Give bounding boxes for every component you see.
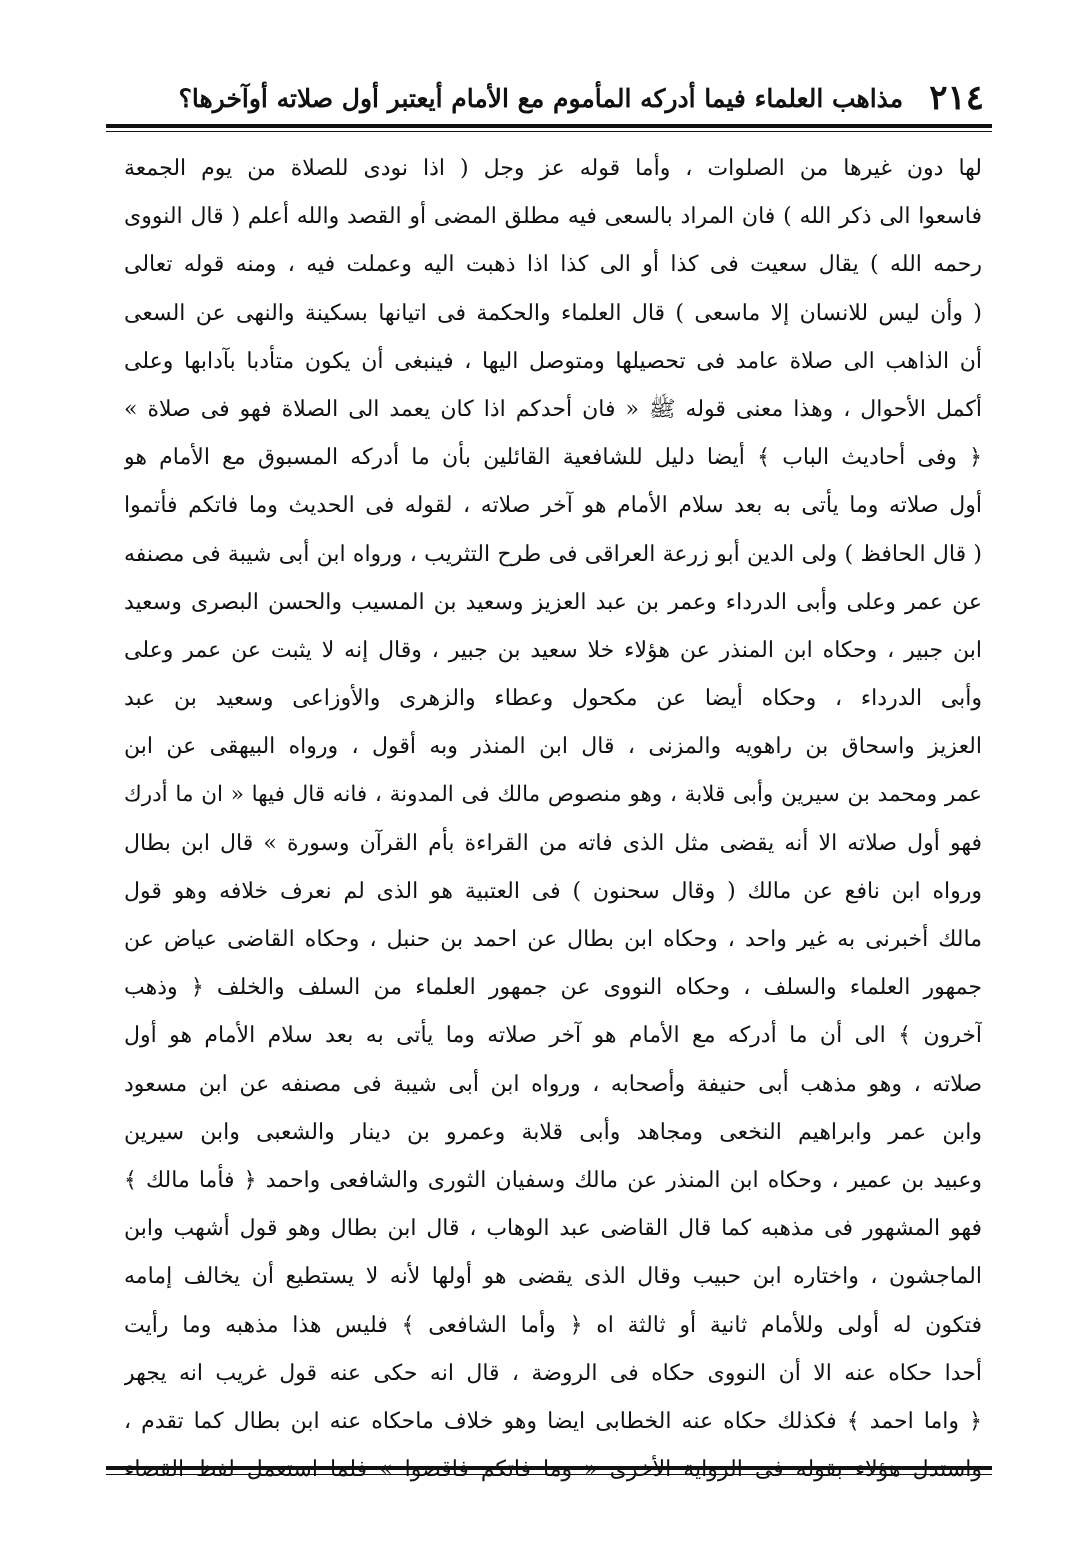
text-line: وأبى الدرداء ، وحكاه أيضا عن مكحول وعطاء والزهرى والأوزاعى وسعيد بن عبد [124,686,982,712]
text-line: فاسعوا الى ذكر الله ) فان المراد بالسعى فيه مطلق المضى أو القصد والله أعلم ( قال النووى [124,204,982,230]
footer-rule-thick [106,1466,992,1470]
text-line: ﴿ وفى أحاديث الباب ﴾ أيضا دليل للشافعية القائلين بأن ما أدركه المسبوق مع الأمام هو [124,445,982,471]
header-rule-thick [106,124,992,128]
text-line: ﴿ واما احمد ﴾ فكذلك حكاه عنه الخطابى ايضا وهو خلاف ماحكاه عنه ابن بطال كما تقدم ، [124,1408,982,1434]
text-line: رحمه الله ) يقال سعيت فى كذا أو الى كذا اذا ذهبت اليه وعملت فيه ، ومنه قوله تعالى [124,252,982,278]
text-line: جمهور العلماء والسلف ، وحكاه النووى عن جمهور العلماء من السلف والخلف ﴿ وذهب [124,975,982,1001]
running-head-title: مذاهب العلماء فيما أدركه المأموم مع الأمام أيعتبر أول صلاته أوآخرها؟ [178,83,904,113]
text-line: آخرون ﴾ الى أن ما أدركه مع الأمام هو آخر صلاته وما يأتى به بعد سلام الأمام هو أول [124,1023,982,1049]
text-line: أن الذاهب الى صلاة عامد فى تحصيلها ومتوصل اليها ، فينبغى أن يكون متأدبا بآدابها وعلى [124,348,982,374]
text-line: وابن عمر وابراهيم النخعى ومجاهد وأبى قلابة وعمرو بن دينار والشعبى وابن سيرين [124,1119,982,1145]
running-head [110,76,990,120]
header-rule-thin [106,131,992,132]
text-line: ابن جبير ، وحكاه ابن المنذر عن هؤلاء خلا سعيد بن جبير ، وقال إنه لا يثبت عن عمر وعلى [124,637,982,663]
text-line [124,1446,982,1494]
text-line: أحدا حكاه عنه الا أن النووى حكاه فى الروضة ، قال انه حكى عنه قول غريب انه يجهر [124,1360,982,1386]
text-line: عمر ومحمد بن سيرين وأبى قلابة ، وهو منصوص مالك فى المدونة ، فانه قال فيها « ان ما أدرك [124,782,982,808]
text-line: صلاته ، وهو مذهب أبى حنيفة وأصحابه ، ورواه ابن أبى شيبة فى مصنفه عن ابن مسعود [124,1071,982,1097]
text-line: الماجشون ، واختاره ابن حبيب وقال الذى يقضى هو أولها لأنه لا يستطيع أن يخالف إمامه [124,1264,982,1290]
text-line: العزيز واسحاق بن راهويه والمزنى ، قال ابن المنذر وبه أقول ، ورواه البيهقى عن ابن [124,734,982,760]
text-line: ورواه ابن نافع عن مالك ( وقال سحنون ) فى العتبية هو الذى لم نعرف خلافه وهو قول [124,878,982,904]
footer-rule-thin [106,1474,992,1475]
text-line: لها دون غيرها من الصلوات ، وأما قوله عز وجل ( اذا نودى للصلاة من يوم الجمعة [124,156,982,181]
body-text [124,145,982,1494]
text-line: ( قال الحافظ ) ولى الدين أبو زرعة العراقى فى طرح التثريب ، ورواه ابن أبى شيبة فى مصنفه [124,541,982,567]
text-line: فهو المشهور فى مذهبه كما قال القاضى عبد الوهاب ، قال ابن بطال وهو قول أشهب وابن [124,1216,982,1242]
text-line: ( وأن ليس للانسان إلا ماسعى ) قال العلماء والحكمة فى اتيانها بسكينة والنهى عن السعى [124,300,982,326]
text-line: فهو أول صلاته الا أنه يقضى مثل الذى فاته من القراءة بأم القرآن وسورة » قال ابن بطال [124,830,982,856]
text-line: عن عمر وعلى وأبى الدرداء وعمر بن عبد العزيز وسعيد بن المسيب والحسن البصرى وسعيد [124,589,982,615]
text-line: مالك أخبرنى به غير واحد ، وحكاه ابن بطال عن احمد بن حنبل ، وحكاه القاضى عياض عن [124,927,982,952]
text-line: فتكون له أولى وللأمام ثانية أو ثالثة اه ﴿ وأما الشافعى ﴾ فليس هذا مذهبه وما رأيت [124,1312,982,1338]
page-number: ٢١٤ [929,78,984,118]
text-line: وعبيد بن عمير ، وحكاه ابن المنذر عن مالك وسفيان الثورى والشافعى واحمد ﴿ فأما مالك ﴾ [124,1167,982,1193]
text-line: أكمل الأحوال ، وهذا معنى قوله ﷺ « فان أحدكم اذا كان يعمد الى الصلاة فهو فى صلاة » [124,396,982,422]
text-line: أول صلاته وما يأتى به بعد سلام الأمام هو آخر صلاته ، لقوله فى الحديث وما فاتكم فأتموا [124,493,982,519]
